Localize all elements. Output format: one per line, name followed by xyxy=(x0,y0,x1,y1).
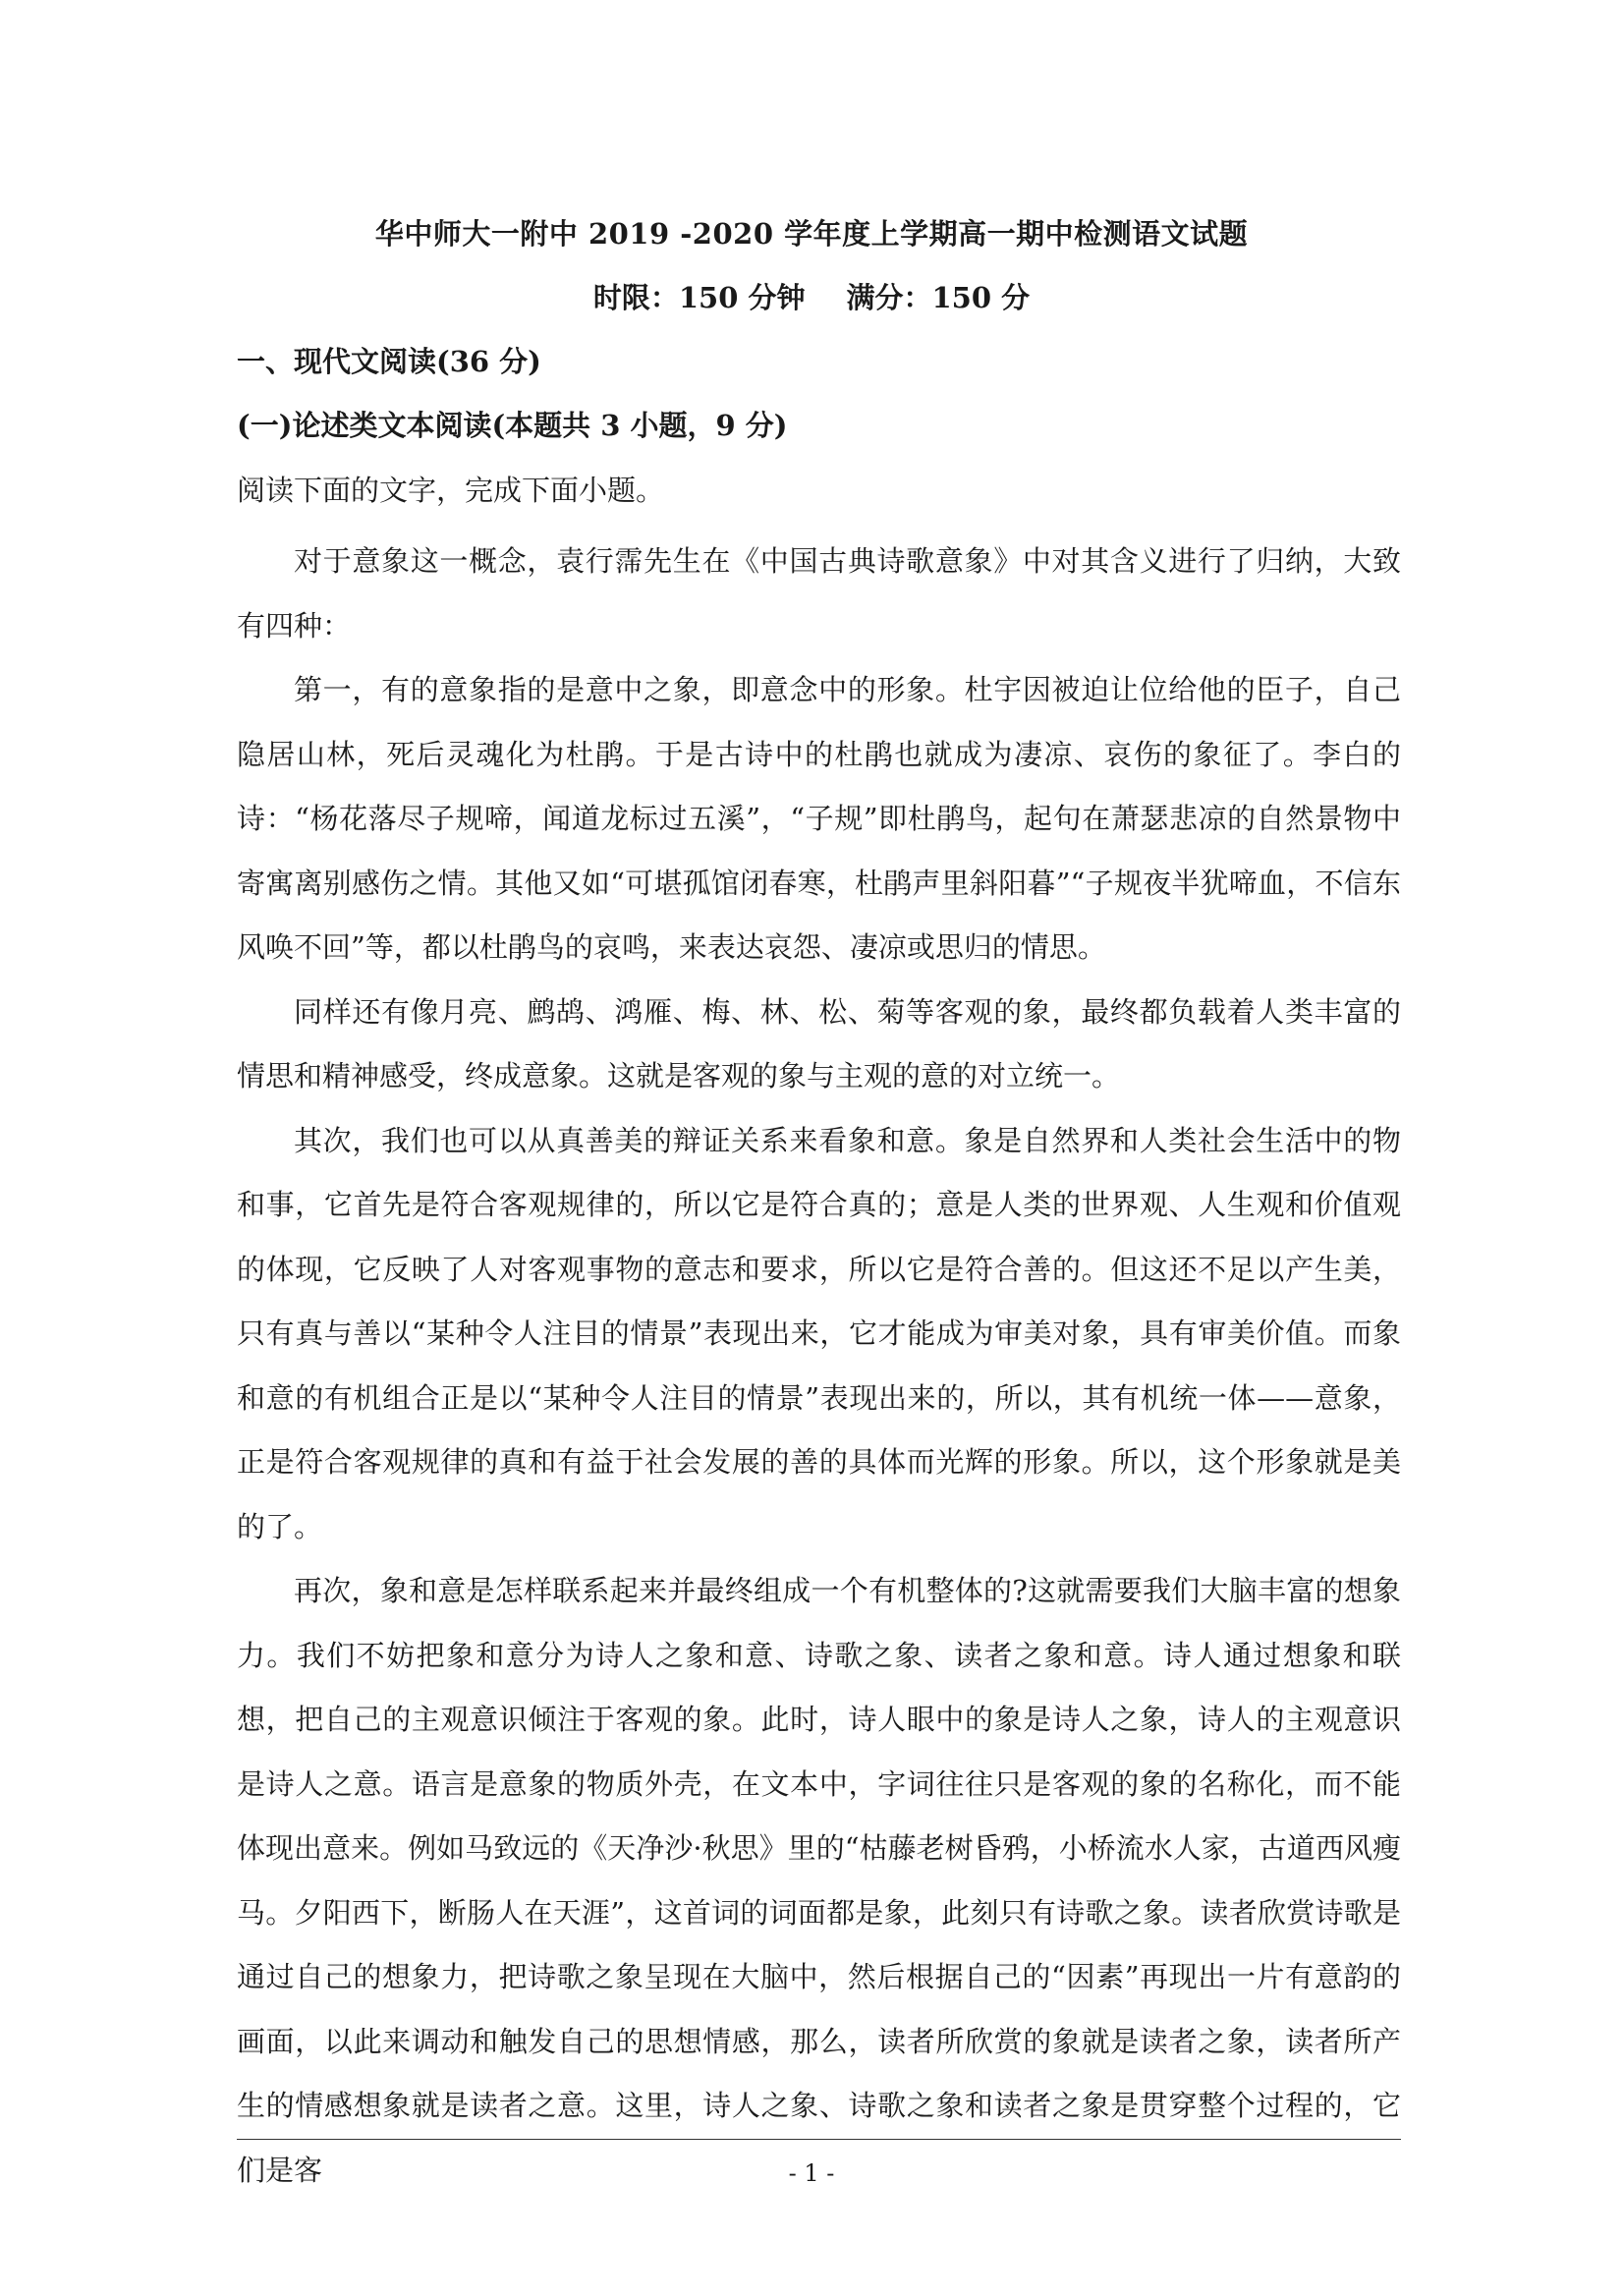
section-heading-sub-one: (一)论述类文本阅读(本题共 3 小题，9 分) xyxy=(237,409,788,442)
page-number: - 1 - xyxy=(788,2159,835,2187)
passage-paragraph-2: 第一，有的意象指的是意中之象，即意念中的形象。杜宇因被迫让位给他的臣子，自己隐居山林，死后灵魂化为杜鹃。于是古诗中的杜鹃也就成为凄凉、哀伤的象征了。李白的诗：“杨花落尽子规啼，闻道龙标过五溪”，“子规”即杜鹃鸟，起句在萧瑟悲凉的自然景物中寄寓离别感伤之情。其他又如“可堪孤馆闭春寒，杜鹃声里斜阳暮”“子规夜半犹啼血，不信东风唤不回”等，都以杜鹃鸟的哀鸣，来表达哀怨、凄凉或思归的情思。 xyxy=(237,673,1401,964)
time-limit: 时限：150 分钟 xyxy=(592,281,806,314)
exam-meta xyxy=(0,276,1623,316)
reading-passage xyxy=(237,530,1401,2203)
section-heading-part-one: 一、现代文阅读(36 分) xyxy=(237,345,541,378)
exam-title: 华中师大一附中 2019 -2020 学年度上学期高一期中检测语文试题 xyxy=(374,217,1249,251)
passage-paragraph-5: 再次，象和意是怎样联系起来并最终组成一个有机整体的?这就需要我们大脑丰富的想象力。我们不妨把象和意分为诗人之象和意、诗歌之象、读者之象和意。诗人通过想象和联想，把自己的主观意识倾注于客观的象。此时，诗人眼中的象是诗人之象，诗人的主观意识是诗人之意。语言是意象的物质外壳，在文本中，字词往往只是客观的象的名称化，而不能体现出意来。例如马致远的《天净沙·秋思》里的“枯藤老树昏鸦，小桥流水人家，古道西风瘦马。夕阳西下，断肠人在天涯”，这首词的词面都是象，此刻只有诗歌之象。读者欣赏诗歌是通过自己的想象力，把诗歌之象呈现在大脑中，然后根据自己的“因素”再现出一片有意韵的画面，以此来调动和触发自己的思想情感，那么，读者所欣赏的象就是读者之象，读者所产生的情感想象就是读者之意。这里，诗人之象、诗歌之象和读者之象是贯穿整个过程的，它们是客 xyxy=(237,1574,1401,2187)
reading-instruction: 阅读下面的文字，完成下面小题。 xyxy=(237,474,665,507)
full-score: 满分：150 分 xyxy=(846,281,1031,314)
footer-divider xyxy=(237,2139,1401,2140)
passage-paragraph-3: 同样还有像月亮、鹧鸪、鸿雁、梅、林、松、菊等客观的象，最终都负载着人类丰富的情思和精神感受，终成意象。这就是客观的象与主观的意的对立统一。 xyxy=(237,994,1401,1092)
passage-paragraph-1: 对于意象这一概念，袁行霈先生在《中国古典诗歌意象》中对其含义进行了归纳，大致有四种： xyxy=(237,544,1401,643)
passage-paragraph-4: 其次，我们也可以从真善美的辩证关系来看象和意。象是自然界和人类社会生活中的物和事，它首先是符合客观规律的，所以它是符合真的；意是人类的世界观、人生观和价值观的体现，它反映了人对客观事物的意志和要求，所以它是符合善的。但这还不足以产生美，只有真与善以“某种令人注目的情景”表现出来，它才能成为审美对象，具有审美价值。而象和意的有机组合正是以“某种令人注目的情景”表现出来的，所以，其有机统一体——意象，正是符合客观规律的真和有益于社会发展的善的具体而光辉的形象。所以，这个形象就是美的了。 xyxy=(237,1123,1401,1543)
